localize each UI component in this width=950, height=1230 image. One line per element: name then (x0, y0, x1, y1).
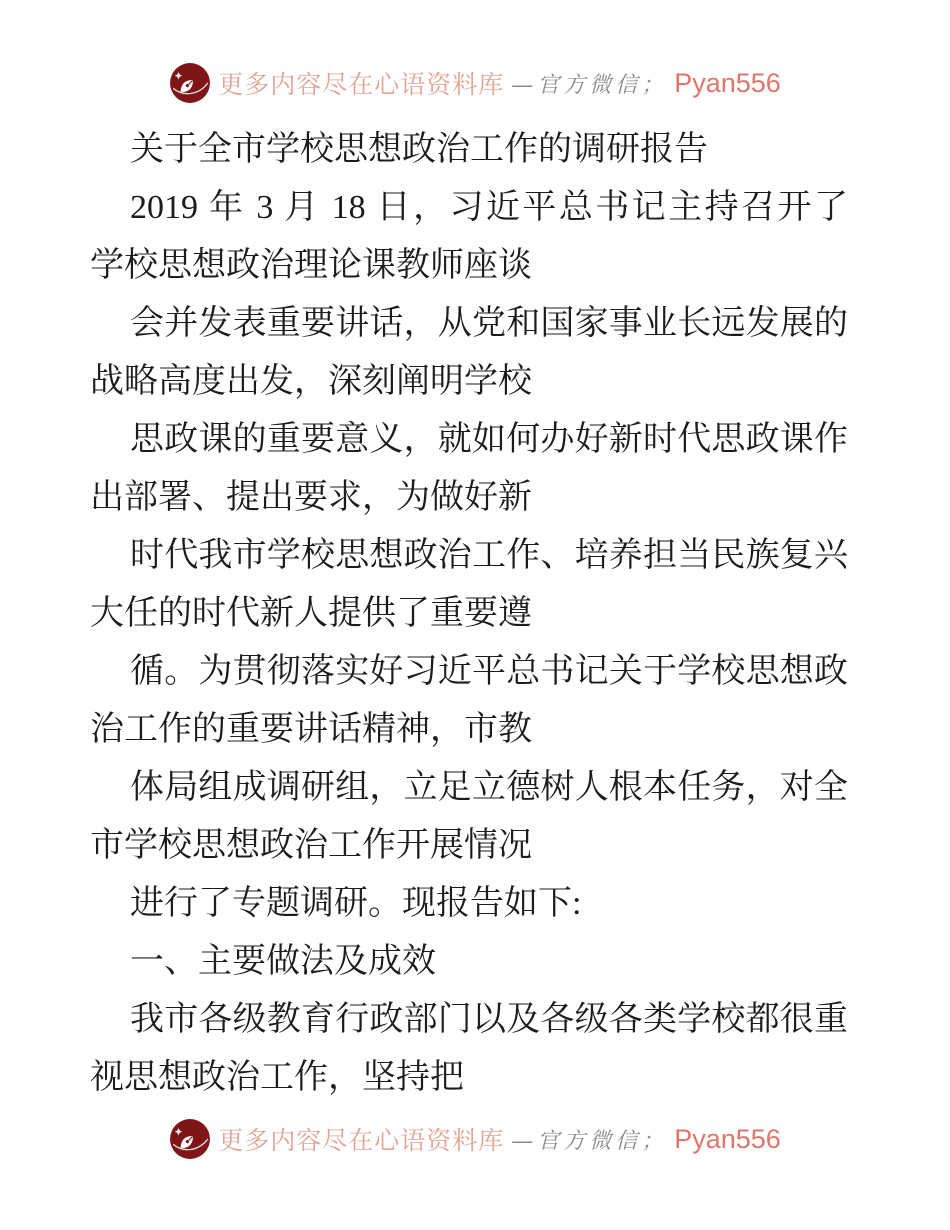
document-title: 关于全市学校思想政治工作的调研报告 (130, 131, 708, 168)
watermark-brand-text: 更多内容尽在心语资料库 (218, 1128, 505, 1155)
text-line: 体局组成调研组，立足立德树人根本任务，对全 (130, 769, 848, 806)
text-line: 思政课的重要意义，就如何办好新时代思政课作 (130, 421, 848, 458)
text-line: 循。为贯彻落实好习近平总书记关于学校思想政 (130, 653, 848, 690)
watermark-account-id: Pyan556 (674, 1123, 781, 1154)
text-line: 学校思想政治理论课教师座谈 (90, 247, 532, 284)
pen-nib-logo-icon (169, 62, 211, 104)
footer-watermark (0, 1118, 950, 1160)
text-line: 2019 年 3 月 18 日，习近平总书记主持召开了 (130, 189, 848, 226)
watermark-wechat-label: —官方微信； (511, 72, 668, 98)
section-heading: 一、主要做法及成效 (130, 943, 436, 980)
document-body (90, 121, 848, 1107)
text-line: 市学校思想政治工作开展情况 (90, 827, 532, 864)
header-watermark (0, 62, 950, 104)
text-line: 时代我市学校思想政治工作、培养担当民族复兴 (130, 537, 848, 574)
text-line: 大任的时代新人提供了重要遵 (90, 595, 532, 632)
text-line: 视思想政治工作，坚持把 (90, 1059, 464, 1096)
text-line: 会并发表重要讲话，从党和国家事业长远发展的 (130, 305, 848, 342)
text-line: 出部署、提出要求，为做好新 (90, 479, 532, 516)
text-line: 战略高度出发，深刻阐明学校 (90, 363, 532, 400)
text-line: 我市各级教育行政部门以及各级各类学校都很重 (130, 1001, 848, 1038)
watermark-wechat-label: —官方微信； (511, 1128, 668, 1154)
text-line: 进行了专题调研。现报告如下: (130, 885, 582, 922)
watermark-account-id: Pyan556 (674, 67, 781, 98)
watermark-brand-text: 更多内容尽在心语资料库 (218, 72, 505, 99)
text-line: 治工作的重要讲话精神，市教 (90, 711, 532, 748)
pen-nib-logo-icon (169, 1118, 211, 1160)
